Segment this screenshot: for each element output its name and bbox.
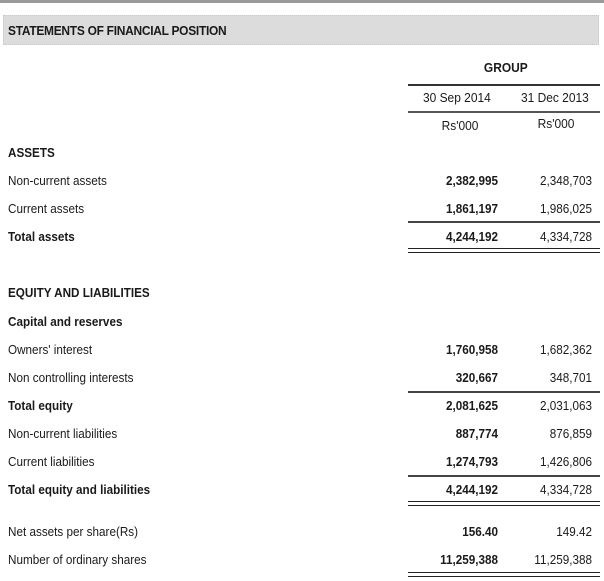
value-2013: 2,031,063	[539, 398, 592, 413]
row-label: Total equity	[8, 398, 73, 413]
row-label: Current liabilities	[8, 454, 95, 469]
value-2013: 4,334,728	[539, 482, 592, 497]
subtotal-rule	[408, 391, 600, 393]
row-label: Number of ordinary shares	[8, 552, 147, 567]
table-row	[0, 173, 604, 193]
row-label: Non-current assets	[8, 173, 107, 188]
total-double-rule	[408, 572, 600, 577]
table-row	[0, 229, 604, 249]
row-label: Non-current liabilities	[8, 426, 118, 441]
value-2013: 4,334,728	[539, 229, 592, 244]
total-double-rule	[408, 501, 600, 506]
col2-date: 31 Dec 2013	[520, 90, 589, 105]
value-2014: 156.40	[462, 524, 498, 539]
equity-heading: EQUITY AND LIABILITIES	[8, 285, 150, 300]
value-2014: 11,259,388	[440, 552, 498, 567]
table-row	[0, 426, 604, 446]
value-2014: 4,244,192	[445, 229, 498, 244]
value-2014: 320,667	[455, 370, 498, 385]
subtotal-rule	[408, 475, 600, 477]
value-2013: 1,986,025	[539, 201, 592, 216]
col1-unit: Rs'000	[441, 118, 479, 133]
table-row	[0, 342, 604, 362]
group-rule	[408, 84, 600, 86]
value-2014: 2,382,995	[445, 173, 498, 188]
value-2013: 149.42	[556, 524, 592, 539]
row-label: Total assets	[8, 229, 75, 244]
value-2014: 4,244,192	[445, 482, 498, 497]
value-2013: 348,701	[549, 370, 592, 385]
value-2013: 876,859	[549, 426, 592, 441]
table-row	[0, 201, 604, 221]
group-label: GROUP	[483, 60, 528, 75]
top-border	[0, 0, 604, 3]
page-title: STATEMENTS OF FINANCIAL POSITION	[8, 23, 227, 38]
value-2014: 2,081,625	[445, 398, 498, 413]
title-bar	[3, 15, 599, 45]
row-label: Current assets	[8, 201, 85, 216]
table-row	[0, 398, 604, 418]
value-2013: 1,682,362	[539, 342, 592, 357]
table-row	[0, 552, 604, 572]
table-row	[0, 524, 604, 544]
value-2013: 2,348,703	[539, 173, 592, 188]
capital-subheading-row	[0, 314, 604, 334]
row-label: Owners' interest	[8, 342, 93, 357]
value-2014: 1,861,197	[445, 201, 498, 216]
col2-unit: Rs'000	[537, 116, 575, 131]
value-2014: 1,760,958	[445, 342, 498, 357]
value-2014: 1,274,793	[445, 454, 498, 469]
capital-subheading: Capital and reserves	[8, 314, 123, 329]
table-row	[0, 454, 604, 474]
assets-heading-row	[0, 145, 604, 165]
subtotal-rule	[408, 221, 600, 223]
row-label: Total equity and liabilities	[8, 482, 151, 497]
table-row	[0, 370, 604, 390]
value-2014: 887,774	[455, 426, 498, 441]
col1-date: 30 Sep 2014	[422, 90, 491, 105]
total-double-rule	[408, 248, 600, 253]
assets-heading: ASSETS	[8, 145, 55, 160]
equity-heading-row	[0, 285, 604, 305]
row-label: Non controlling interests	[8, 370, 134, 385]
value-2013: 1,426,806	[539, 454, 592, 469]
row-label: Net assets per share(Rs)	[8, 524, 139, 539]
value-2013: 11,259,388	[534, 552, 592, 567]
date-rule	[408, 111, 600, 113]
table-row	[0, 482, 604, 502]
